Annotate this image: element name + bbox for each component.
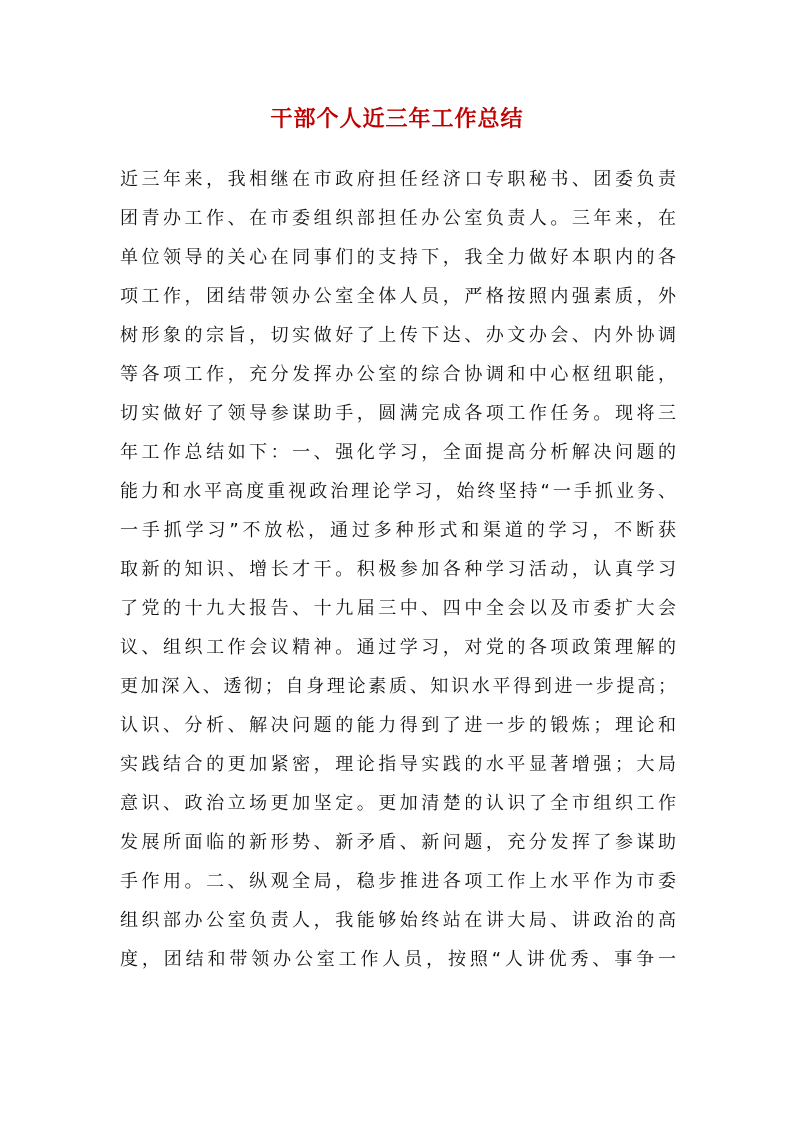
body-line: 单位领导的关心在同事们的支持下，我全力做好本职内的各 [120,247,676,268]
body-line: 切实做好了领导参谋助手，圆满完成各项工作任务。现将三 [120,403,676,424]
body-line: 近三年来，我相继在市政府担任经济口专职秘书、团委负责 [120,169,676,190]
document-body [120,160,676,979]
body-line: 项工作，团结带领办公室全体人员，严格按照内强素质，外 [120,286,676,307]
body-line: 认识、分析、解决问题的能力得到了进一步的锻炼；理论和 [120,715,676,736]
body-line: 更加深入、透彻；自身理论素质、知识水平得到进一步提高； [120,676,676,697]
body-line: 意识、政治立场更加坚定。更加清楚的认识了全市组织工作 [120,793,676,814]
body-line: 一手抓学习”不放松，通过多种形式和渠道的学习，不断获 [120,520,676,541]
body-line: 等各项工作，充分发挥办公室的综合协调和中心枢纽职能， [120,364,676,385]
body-line: 树形象的宗旨，切实做好了上传下达、办文办会、内外协调 [120,325,676,346]
body-line: 能力和水平高度重视政治理论学习，始终坚持“一手抓业务、 [120,481,676,502]
body-line: 年工作总结如下：一、强化学习，全面提高分析解决问题的 [120,442,676,463]
document-title: 干部个人近三年工作总结 [270,106,524,132]
body-line: 实践结合的更加紧密，理论指导实践的水平显著增强；大局 [120,754,676,775]
body-line: 了党的十九大报告、十九届三中、四中全会以及市委扩大会 [120,598,676,619]
body-line: 发展所面临的新形势、新矛盾、新问题，充分发挥了参谋助 [120,832,676,853]
body-line: 议、组织工作会议精神。通过学习，对党的各项政策理解的 [120,637,676,658]
body-line: 度，团结和带领办公室工作人员，按照“人讲优秀、事争一 [120,949,676,970]
body-line: 团青办工作、在市委组织部担任办公室负责人。三年来，在 [120,208,676,229]
body-line: 组织部办公室负责人，我能够始终站在讲大局、讲政治的高 [120,910,676,931]
body-line: 手作用。二、纵观全局，稳步推进各项工作上水平作为市委 [120,871,676,892]
body-line: 取新的知识、增长才干。积极参加各种学习活动，认真学习 [120,559,676,580]
